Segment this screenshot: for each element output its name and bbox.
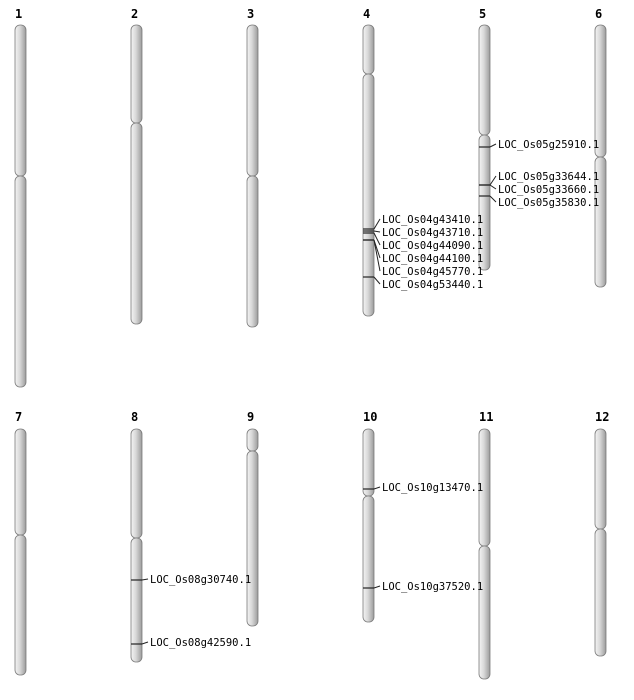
chromosome-long-arm [479, 546, 490, 679]
chromosome-long-arm [15, 176, 26, 387]
chromosome-label: 10 [363, 410, 378, 424]
chromosome-long-arm [131, 123, 142, 324]
gene-label: LOC_Os05g33660.1 [498, 184, 600, 196]
chromosome-label: 3 [247, 7, 255, 21]
gene-label: LOC_Os05g35830.1 [498, 197, 600, 209]
chromosome-short-arm [131, 25, 142, 123]
chromosome-short-arm [595, 25, 606, 157]
chromosome-long-arm [595, 529, 606, 656]
gene-label: LOC_Os04g45770.1 [382, 266, 484, 278]
chromosome-short-arm [247, 429, 258, 451]
chromosome-2 [131, 7, 142, 324]
gene-connector-line [490, 176, 496, 185]
chromosome-4 [363, 7, 374, 316]
gene-marker [479, 171, 599, 185]
gene-connector-line [142, 579, 148, 580]
gene-label: LOC_Os04g43710.1 [382, 227, 484, 239]
gene-label: LOC_Os08g30740.1 [150, 574, 252, 586]
chromosome-11 [479, 410, 493, 679]
chromosome-label: 12 [595, 410, 610, 424]
gene-connector-line [374, 231, 380, 232]
gene-connector-line [142, 642, 148, 644]
chromosome-long-arm [247, 451, 258, 626]
chromosome-9 [247, 410, 258, 626]
gene-label: LOC_Os05g33644.1 [498, 171, 600, 183]
gene-label: LOC_Os04g44090.1 [382, 240, 484, 252]
gene-marker [363, 277, 483, 291]
gene-marker [131, 574, 251, 586]
gene-marker [479, 139, 599, 151]
gene-connector-line [374, 487, 380, 489]
chromosome-12 [595, 410, 609, 656]
gene-label: LOC_Os04g44100.1 [382, 253, 484, 265]
chromosome-short-arm [247, 25, 258, 176]
gene-connector-line [490, 196, 496, 202]
gene-label: LOC_Os08g42590.1 [150, 637, 252, 649]
chromosome-label: 1 [15, 7, 23, 21]
gene-marker [479, 184, 599, 196]
chromosome-label: 8 [131, 410, 139, 424]
chromosome-7 [15, 410, 26, 675]
chromosome-10 [363, 410, 377, 622]
chromosome-short-arm [15, 429, 26, 535]
chromosome-label: 5 [479, 7, 487, 21]
chromosome-short-arm [131, 429, 142, 538]
chromosome-label: 7 [15, 410, 23, 424]
gene-label: LOC_Os10g13470.1 [382, 482, 484, 494]
gene-marker [363, 482, 483, 494]
chromosome-short-arm [595, 429, 606, 529]
gene-marker [363, 227, 483, 239]
chromosome-3 [247, 7, 258, 327]
gene-connector-line [374, 277, 380, 284]
chromosome-short-arm [363, 429, 374, 496]
chromosome-label: 2 [131, 7, 139, 21]
chromosome-long-arm [363, 496, 374, 622]
gene-connector-line [490, 144, 496, 147]
chromosome-label: 9 [247, 410, 255, 424]
gene-label: LOC_Os04g53440.1 [382, 279, 484, 291]
gene-label: LOC_Os10g37520.1 [382, 581, 484, 593]
gene-marker [479, 196, 599, 209]
chromosome-short-arm [479, 25, 490, 135]
gene-connector-line [374, 586, 380, 588]
chromosome-label: 4 [363, 7, 371, 21]
chromosome-long-arm [15, 535, 26, 675]
gene-marker [363, 581, 483, 593]
chromosome-1 [15, 7, 26, 387]
chromosome-label: 11 [479, 410, 494, 424]
gene-label: LOC_Os05g25910.1 [498, 139, 600, 151]
gene-connector-line [490, 185, 496, 189]
gene-connector-line [374, 219, 380, 229]
chromosome-8 [131, 410, 142, 662]
chromosome-label: 6 [595, 7, 603, 21]
gene-marker [131, 637, 251, 649]
chromosome-short-arm [363, 25, 374, 74]
gene-label: LOC_Os04g43410.1 [382, 214, 484, 226]
chromosome-short-arm [15, 25, 26, 176]
chromosome-long-arm [247, 176, 258, 327]
chromosome-long-arm [363, 74, 374, 316]
